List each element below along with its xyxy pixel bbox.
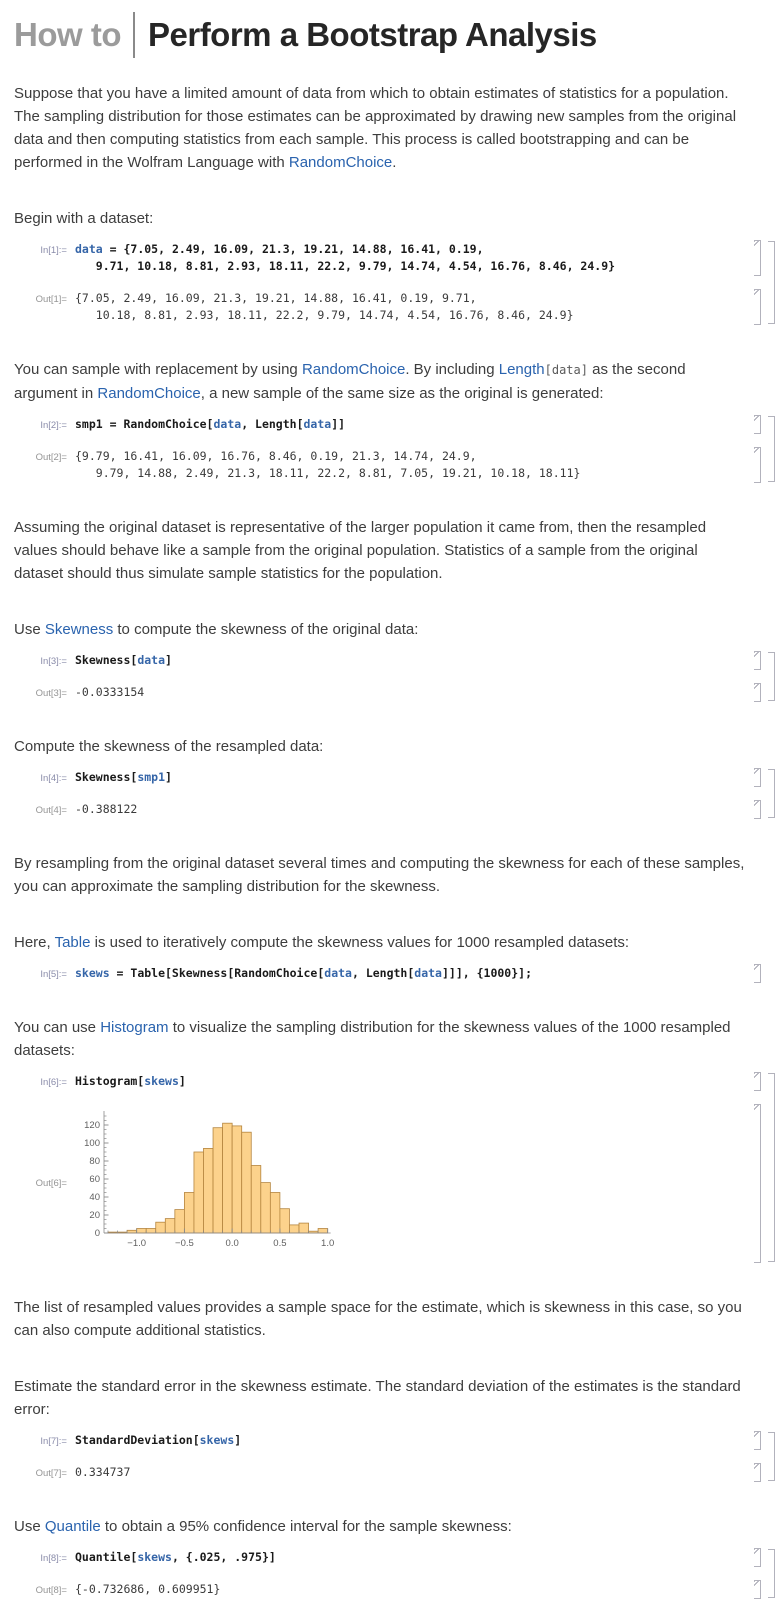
symbol-link-length[interactable]: Length [498, 361, 545, 378]
title-prefix: How to [14, 16, 121, 53]
code-text: ] [178, 1074, 186, 1088]
cell-flag-icon [754, 290, 760, 296]
notebook-cell-group [0, 240, 783, 325]
cell-flag-icon [754, 1105, 760, 1111]
symbol-link-randomchoice[interactable]: RandomChoice [97, 385, 201, 402]
out-label: Out[1]= [35, 294, 67, 305]
code-text: ]] [331, 417, 346, 431]
code-line: {9.79, 16.41, 16.09, 16.76, 8.46, 0.19, 21.3, 14.74, 24.9, [75, 449, 477, 463]
svg-text:20: 20 [89, 1210, 100, 1222]
input-cell [0, 1072, 783, 1091]
cell-flag-icon [754, 801, 760, 807]
code-variable: smp1 [137, 770, 166, 784]
output-code [75, 1464, 130, 1481]
cell-flag-icon [754, 416, 760, 422]
code-line: -0.388122 [75, 802, 138, 816]
input-cell [0, 768, 783, 787]
paragraph [14, 852, 746, 898]
svg-text:1.0: 1.0 [321, 1238, 335, 1249]
in-label: In[3]:= [40, 656, 67, 667]
output-cell-bracket[interactable] [754, 1463, 761, 1482]
text-run: . By including [405, 361, 499, 378]
output-code [75, 448, 580, 482]
symbol-link-table[interactable]: Table [54, 934, 91, 951]
paragraph [14, 1296, 746, 1342]
code-text: smp1 = RandomChoice[ [75, 417, 214, 431]
input-cell [0, 415, 783, 434]
input-code[interactable] [75, 769, 172, 786]
input-code[interactable] [75, 965, 532, 982]
text-run: is used to iteratively compute the skewness values for 1000 resampled datasets: [90, 934, 630, 951]
title-divider [133, 12, 135, 58]
code-variable: data [213, 417, 242, 431]
output-code [75, 290, 574, 324]
text-run: By resampling from the original dataset several times and computing the skewness for each of these samples, you can approximate the sampling distribution for the skewness. [14, 855, 745, 895]
cell-group-bracket[interactable] [768, 1073, 775, 1262]
input-cell-bracket[interactable] [754, 1548, 761, 1567]
cell-flag-icon [754, 448, 760, 454]
paragraph [14, 207, 746, 230]
code-line: 0.334737 [75, 1465, 131, 1479]
symbol-link-randomchoice[interactable]: RandomChoice [301, 361, 406, 378]
cell-flag-icon [754, 652, 760, 658]
svg-text:60: 60 [89, 1174, 100, 1186]
output-cell [0, 289, 783, 325]
text-run: Begin with a dataset: [14, 210, 154, 227]
code-variable: data [414, 966, 442, 980]
notebook-cell-group [0, 415, 783, 483]
code-line [75, 652, 172, 669]
code-line [75, 1549, 276, 1566]
cell-group-bracket[interactable] [768, 241, 775, 324]
input-code[interactable] [75, 416, 345, 433]
out-label: Out[8]= [35, 1585, 67, 1596]
code-line [75, 416, 345, 433]
svg-text:−0.5: −0.5 [175, 1238, 194, 1249]
notebook-cell-group [0, 1431, 783, 1482]
notebook-cell-group [0, 964, 783, 983]
output-cell-bracket[interactable] [754, 289, 761, 325]
symbol-link-quantile[interactable]: Quantile [44, 1518, 101, 1535]
text-run: Use [14, 621, 45, 638]
out-label: Out[7]= [35, 1468, 67, 1479]
page-header [14, 12, 769, 58]
code-text: 9.71, 10.18, 8.81, 2.93, 18.11, 22.2, 9.79, 14.74, 4.54, 16.76, 8.46, 24.9} [75, 259, 616, 273]
text-run: as the second argument in [14, 361, 686, 402]
in-label: In[1]:= [40, 245, 67, 256]
cell-flag-icon [754, 1073, 760, 1079]
document-body [0, 82, 783, 1599]
input-cell-bracket[interactable] [754, 1072, 761, 1091]
paragraph [14, 516, 746, 585]
cell-flag-icon [754, 1432, 760, 1438]
input-cell-bracket[interactable] [754, 651, 761, 670]
input-code[interactable] [75, 652, 172, 669]
paragraph [14, 1515, 746, 1538]
text-run: to compute the skewness of the original data: [113, 621, 419, 638]
code-text: ] [165, 770, 172, 784]
code-text: = Table[Skewness[RandomChoice[ [109, 966, 325, 980]
output-cell [0, 447, 783, 483]
cell-flag-icon [754, 1464, 760, 1470]
input-cell-bracket[interactable] [754, 240, 761, 276]
text-run: . [392, 154, 397, 171]
paragraph [14, 735, 746, 758]
code-line [75, 965, 532, 982]
output-cell [0, 1104, 783, 1263]
in-label: In[7]:= [40, 1436, 67, 1447]
svg-text:40: 40 [89, 1192, 100, 1204]
code-text: ] [234, 1433, 242, 1447]
input-code[interactable] [75, 1549, 276, 1566]
output-code [75, 684, 144, 701]
code-variable: data [75, 242, 103, 256]
svg-text:0: 0 [94, 1228, 100, 1240]
cell-group-bracket[interactable] [768, 416, 775, 482]
cell-group-bracket[interactable] [768, 769, 775, 818]
cell-group-bracket[interactable] [768, 1432, 775, 1481]
code-text: ] [165, 653, 172, 667]
notebook-cell-group [0, 1548, 783, 1599]
text-run: Assuming the original dataset is representative of the larger population it came from, then the resampled values should behave like a sample from the original population. Statistics of a sample from the original dataset should thus simulate sample statistics for the population. [14, 519, 707, 582]
text-run: Here, [14, 934, 55, 951]
cell-flag-icon [754, 965, 760, 971]
text-run: The list of resampled values provides a sample space for the estimate, which is skewness in this case, so you can also compute additional statistics. [14, 1299, 742, 1339]
code-variable: data [303, 417, 332, 431]
code-text: , Length[ [351, 966, 415, 980]
code-variable: skews [144, 1074, 179, 1088]
text-run: to obtain a 95% confidence interval for the sample skewness: [100, 1518, 512, 1535]
in-label: In[6]:= [40, 1077, 67, 1088]
out-label: Out[2]= [35, 452, 67, 463]
text-run: Use [14, 1518, 45, 1535]
out-label: Out[4]= [35, 805, 67, 816]
input-cell-bracket[interactable] [754, 1431, 761, 1450]
input-cell [0, 1548, 783, 1567]
input-code[interactable] [75, 1073, 186, 1090]
output-cell-bracket[interactable] [754, 800, 761, 819]
text-run: to visualize the sampling distribution for the skewness values of the 1000 resampled datasets: [14, 1019, 731, 1059]
code-text: ]]], {1000}]; [441, 966, 532, 980]
code-line [75, 241, 615, 258]
in-label: In[4]:= [40, 773, 67, 784]
code-text: Skewness[ [75, 770, 138, 784]
svg-text:100: 100 [84, 1138, 100, 1150]
notebook-cell-group [0, 651, 783, 702]
cell-flag-icon [754, 769, 760, 775]
cell-flag-icon [754, 684, 760, 690]
paragraph [14, 931, 746, 954]
paragraph [14, 1375, 746, 1421]
text-run: You can use [14, 1019, 101, 1036]
output-code [75, 801, 137, 818]
svg-text:−1.0: −1.0 [127, 1238, 147, 1249]
cell-group-bracket[interactable] [768, 652, 775, 701]
output-cell-bracket[interactable] [754, 683, 761, 702]
symbol-link-histogram[interactable]: Histogram [100, 1019, 169, 1036]
code-line: 9.79, 14.88, 2.49, 21.3, 18.11, 22.2, 8.81, 7.05, 19.21, 10.18, 18.11} [75, 466, 581, 480]
text-run: You can sample with replacement by using [14, 361, 302, 378]
text-run: , a new sample of the same size as the original is generated: [200, 385, 604, 402]
input-cell [0, 651, 783, 670]
input-cell-bracket[interactable] [754, 768, 761, 787]
text-run: Suppose that you have a limited amount of data from which to obtain estimates of statistics for a population. The sampling distribution for those estimates can be approximated by drawing new samples from the original data and then computing statistics from each sample. This process is called bootstrapping and can be performed in the Wolfram Language with [14, 85, 737, 171]
code-line [75, 769, 172, 786]
svg-text:0.0: 0.0 [225, 1238, 239, 1249]
output-cell [0, 683, 783, 702]
skewness-histogram [79, 1105, 341, 1262]
in-label: In[2]:= [40, 420, 67, 431]
notebook-cell-group [0, 768, 783, 819]
output-code [75, 1581, 220, 1598]
code-variable: skews [137, 1550, 172, 1564]
code-text: Histogram[ [75, 1074, 145, 1088]
svg-text:80: 80 [89, 1156, 100, 1168]
code-line [75, 1432, 241, 1449]
paragraph [14, 358, 746, 405]
text-run: Estimate the standard error in the skewness estimate. The standard deviation of the estimates is the standard error: [14, 1378, 741, 1418]
code-line: {7.05, 2.49, 16.09, 21.3, 19.21, 14.88, 16.41, 0.19, 9.71, [75, 291, 477, 305]
output-cell [0, 800, 783, 819]
output-cell-bracket[interactable] [754, 447, 761, 483]
paragraph [14, 82, 746, 174]
code-line: -0.0333154 [75, 685, 145, 699]
paragraph [14, 618, 746, 641]
code-text: Quantile[ [75, 1550, 138, 1564]
code-text: Skewness[ [75, 653, 138, 667]
output-cell [0, 1463, 783, 1482]
symbol-link-skewness[interactable]: Skewness [44, 621, 114, 638]
code-line [75, 258, 615, 275]
code-text: = {7.05, 2.49, 16.09, 21.3, 19.21, 14.88, 16.41, 0.19, [102, 242, 484, 256]
out-label: Out[6]= [35, 1178, 67, 1189]
svg-text:120: 120 [84, 1120, 100, 1132]
code-text: , Length[ [241, 417, 304, 431]
input-code[interactable] [75, 241, 615, 275]
svg-text:0.5: 0.5 [273, 1238, 287, 1249]
inline-code: [data] [544, 363, 588, 377]
symbol-link-randomchoice[interactable]: RandomChoice [288, 154, 393, 171]
code-variable: data [137, 653, 166, 667]
code-text: , {.025, .975}] [171, 1550, 276, 1564]
paragraph [14, 1016, 746, 1062]
code-variable: skews [199, 1433, 235, 1447]
code-line [75, 1073, 186, 1090]
code-text: StandardDeviation[ [75, 1433, 200, 1447]
code-line: {-0.732686, 0.609951} [75, 1582, 221, 1596]
input-cell-bracket[interactable] [754, 415, 761, 434]
notebook-cell-group [0, 1072, 783, 1263]
in-label: In[5]:= [40, 969, 67, 980]
out-label: Out[3]= [35, 688, 67, 699]
output-cell-bracket[interactable] [754, 1104, 761, 1263]
code-variable: data [324, 966, 352, 980]
input-cell [0, 240, 783, 276]
input-cell-bracket[interactable] [754, 964, 761, 983]
input-cell [0, 964, 783, 983]
output-cell [0, 1580, 783, 1599]
input-code[interactable] [75, 1432, 241, 1449]
page-title: Perform a Bootstrap Analysis [147, 16, 597, 53]
cell-flag-icon [754, 1549, 760, 1555]
output-cell-bracket[interactable] [754, 1580, 761, 1599]
text-run: Compute the skewness of the resampled data: [14, 738, 324, 755]
in-label: In[8]:= [40, 1553, 67, 1564]
cell-group-bracket[interactable] [768, 1549, 775, 1598]
cell-flag-icon [754, 241, 760, 247]
code-line: 10.18, 8.81, 2.93, 18.11, 22.2, 9.79, 14.74, 4.54, 16.76, 8.46, 24.9} [75, 308, 574, 322]
input-cell [0, 1431, 783, 1450]
code-variable: skews [75, 966, 110, 980]
cell-flag-icon [754, 1581, 760, 1587]
